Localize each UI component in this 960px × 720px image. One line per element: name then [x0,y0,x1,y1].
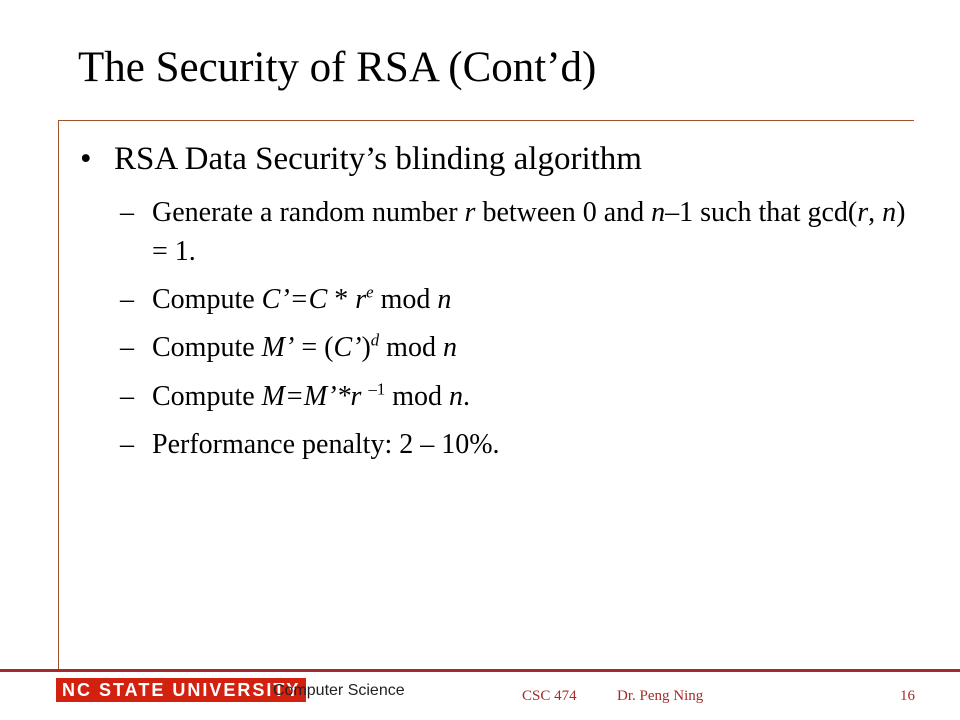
slide-title: The Security of RSA (Cont’d) [78,44,597,91]
footer-divider-line [0,669,960,672]
sub-bullet-generate: – Generate a random number r between 0 and n–1 such that gcd(r, n) = 1. [80,193,910,271]
ncsu-logo: NC STATE UNIVERSITY [56,678,306,702]
left-border-line [58,120,59,669]
dash-icon: – [120,196,134,228]
page-number: 16 [900,688,915,704]
author-name: Dr. Peng Ning [617,688,704,704]
dash-icon: – [120,428,134,460]
title-divider-line [58,120,914,121]
dash-icon: – [120,284,134,316]
dash-icon: – [120,332,134,364]
slide-content [80,138,910,473]
main-bullet [80,138,910,181]
dash-icon: – [120,380,134,412]
department-name: Computer Science [273,682,405,699]
sub-bullet-compute-m: – Compute M=M’*r $^{-1}$ mod n. [80,377,910,416]
main-bullet-text: RSA Data Security’s blinding algorithm [114,141,642,177]
bullet-dot-icon: • [80,141,92,177]
sub-bullet-compute-c-prime: – Compute C’=C * $r^e$ mod n [80,280,910,319]
sub-bullet-performance: – Performance penalty: 2 – 10%. [80,425,910,464]
course-code: CSC 474 [522,688,577,704]
sub-bullet-compute-m-prime: – Compute M’ = (C’)$^d$ mod n [80,328,910,367]
